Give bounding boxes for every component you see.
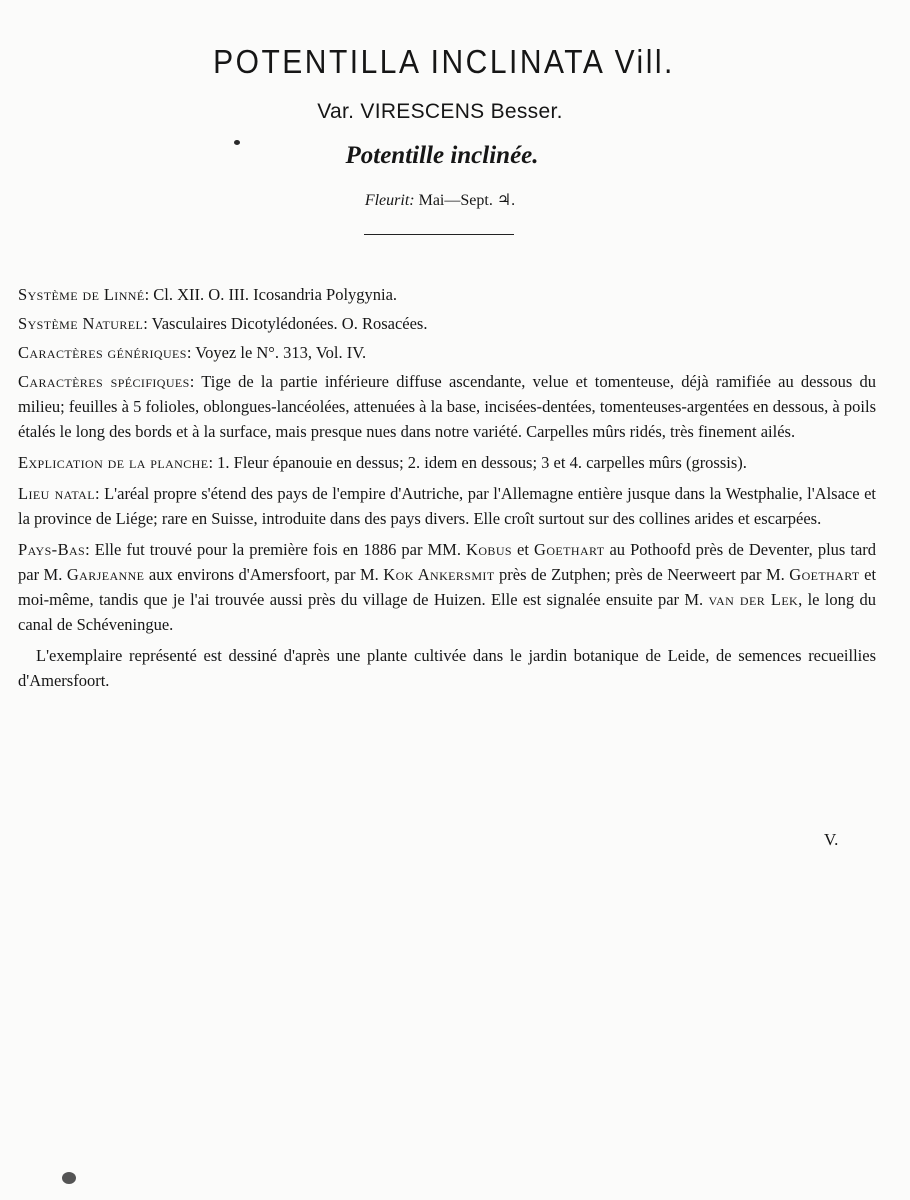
collector-name: Garjeanne xyxy=(66,565,145,584)
paysbas-text: Elle fut trouvé pour la première fois en 1886 par MM. xyxy=(94,540,461,559)
ink-speck xyxy=(234,140,240,145)
variety-name: Var. VIRESCENS Besser. xyxy=(317,100,563,123)
collector-name: Kok Ankersmit xyxy=(383,565,495,584)
generiques-label: Caractères génériques xyxy=(18,343,187,362)
explication-paragraph: Explication de la planche: 1. Fleur épanouie en dessus; 2. idem en dessous; 3 et 4. carpelles mûrs (grossis). xyxy=(18,453,747,472)
specifiques-paragraph: Caractères spécifiques: Tige de la partie inférieure diffuse ascendante, velue et tomenteuse, déjà ramifiée au dessous du milieu; feuilles à 5 folioles, oblongues-lancéolées, attenuées à la base, incisées-dentées, tomenteuses-argentées en dessous, à poils étalés le long des bords et à la surface, mais presque nues dans notre variété. Carpelles mûrs ridés, très finement ailés. xyxy=(18,372,876,441)
specifiques-label: Caractères spécifiques xyxy=(18,372,190,391)
plant-title: POTENTILLA INCLINATA Vill. xyxy=(213,43,675,81)
specifiques-text: Tige de la partie inférieure diffuse ascendante, velue et tomenteuse, déjà ramifiée au dessous du milieu; feuilles à 5 folioles, oblongues-lancéolées, attenuées à la base, incisées-dentées, tomenteuses-argentées en dessous, à poils étalés le long des bords et à la surface, mais presque nues dans notre variété. Carpelles mûrs ridés, très finement ailés. xyxy=(18,372,876,441)
lieu-label: Lieu natal xyxy=(18,484,95,503)
linne-label: Système de Linné xyxy=(18,285,145,304)
paysbas-text: près de Zutphen; près de Neerweert par M. xyxy=(499,565,785,584)
flowering-label: Fleurit: xyxy=(364,192,415,209)
author-signature: V. xyxy=(824,830,839,849)
paysbas-paragraph: Pays-Bas: Elle fut trouvé pour la première fois en 1886 par MM. Kobus et Goethart au Pothoofd près de Deventer, plus tard par M. Garjeanne aux environs d'Amersfoort, par M. Kok Ankersmit près de Zutphen; près de Neerweert par M. Goethart et moi-même, tandis que je l'ai trouvée aussi près du village de Huizen. Elle est signalée ensuite par M. van der Lek, le long du canal de Schéveningue. xyxy=(18,540,877,634)
collector-name: Kobus xyxy=(466,540,512,559)
common-name: Potentille inclinée. xyxy=(345,142,539,169)
naturel-text: Vasculaires Dicotylédonées. O. Rosacées. xyxy=(151,314,428,333)
exemplaire-paragraph: L'exemplaire représenté est dessiné d'après une plante cultivée dans le jardin botanique de Leide, de semences recueillies d'Amersfoort. xyxy=(18,646,876,690)
linne-text: Cl. XII. O. III. Icosandria Polygynia. xyxy=(153,285,398,304)
lieu-paragraph: Lieu natal: L'aréal propre s'étend des pays de l'empire d'Autriche, par l'Allemagne entière jusque dans la Westphalie, l'Alsace et la province de Liége; rare en Suisse, introduite dans des pays divers. Elle croît surtout sur des collines arides et escarpées. xyxy=(18,484,876,528)
paysbas-text: , le long du canal de Schéveningue. xyxy=(18,590,877,634)
paysbas-label: Pays-Bas xyxy=(18,540,86,559)
description-body xyxy=(18,282,876,699)
generiques-text: Voyez le N°. 313, Vol. IV. xyxy=(195,343,367,362)
naturel-paragraph: Système Naturel: Vasculaires Dicotylédonées. O. Rosacées. xyxy=(18,314,428,333)
collector-name: Goethart xyxy=(534,540,605,559)
linne-paragraph: Système de Linné: Cl. XII. O. III. Icosandria Polygynia. xyxy=(18,285,398,304)
generiques-paragraph: Caractères génériques: Voyez le N°. 313, Vol. IV. xyxy=(18,343,367,362)
ink-speck xyxy=(62,1172,76,1184)
explication-label: Explication de la planche xyxy=(18,453,209,472)
naturel-label: Système Naturel xyxy=(18,314,144,333)
collector-name: Goethart xyxy=(789,565,860,584)
lieu-text: L'aréal propre s'étend des pays de l'empire d'Autriche, par l'Allemagne entière jusque dans la Westphalie, l'Alsace et la province de Liége; rare en Suisse, introduite dans des pays divers. Elle croît surtout sur des collines arides et escarpées. xyxy=(18,484,876,528)
collector-name: van der Lek xyxy=(708,590,799,609)
explication-text: 1. Fleur épanouie en dessus; 2. idem en dessous; 3 et 4. carpelles mûrs (grossis). xyxy=(217,453,747,472)
paysbas-text: et moi-même, tandis que je l'ai trouvée aussi près du village de Huizen. Elle est signalée ensuite par M. xyxy=(18,565,877,609)
flowering-value: Mai—Sept. ♃. xyxy=(418,192,516,209)
paysbas-text: au Pothoofd près de Deventer, plus tard par M. xyxy=(18,540,877,584)
paysbas-text: aux environs d'Amersfoort, par M. xyxy=(148,565,379,584)
flowering-period xyxy=(0,190,880,210)
paysbas-text: et xyxy=(517,540,529,559)
title-divider xyxy=(364,234,514,235)
